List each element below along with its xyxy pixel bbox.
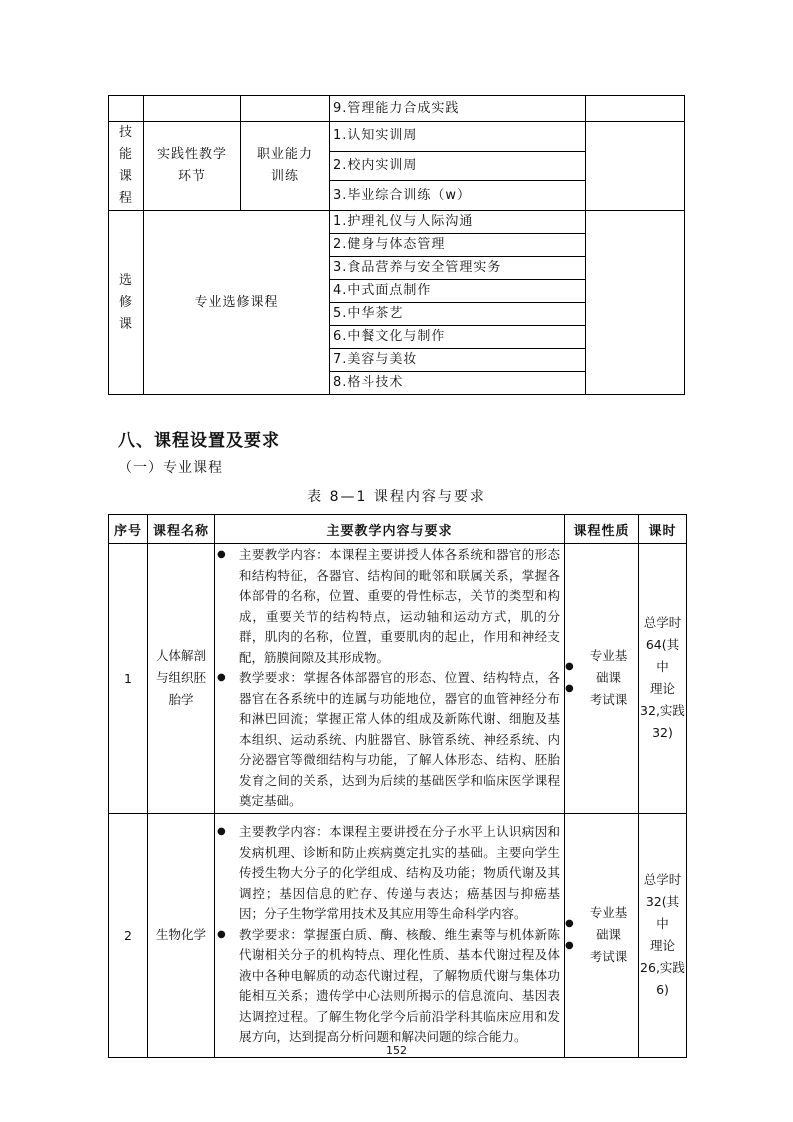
table-row [109, 122, 685, 152]
list-item: 4.中式面点制作 [330, 280, 586, 303]
table-row [109, 211, 685, 234]
section-heading: 八、课程设置及要求 [118, 431, 280, 451]
category-elective: 选 修 课 [109, 211, 144, 395]
course-content [215, 813, 565, 1057]
table-row [109, 96, 685, 122]
teaching-requirement: 教学要求：掌握各体部器官的形态、位置、结构特点，各器官在各系统中的连属与功能地位，器官的血管神经分布和淋巴回流；掌握正常人体的组成及新陈代谢、细胞及基本组织、运动系统、内脏器官、脉管系统、神经系统、内分泌器官等微细结构与功能，了解人体形态、结构、胚胎发育之间的关系，达到为后续的基础医学和临床医学课程奠定基础。 [239, 670, 560, 808]
teaching-requirement: 教学要求：掌握蛋白质、酶、核酸、维生素等与机体新陈代谢相关分子的机构特点、理化性质、基本代谢过程及体液中各种电解质的动态代谢过程，了解物质代谢与集体功能相互关系；遗传学中心法则所揭示的信息流向、基因表达调控过程。了解生物化学今后前沿学科其临床应用和发展方向，达到提高分析问题和解决问题的综合能力。 [239, 926, 560, 1045]
list-item [217, 822, 560, 925]
course-hours: 总学时 64(其中 理论 32,实践 32) [639, 544, 687, 814]
list-item: 2.校内实训周 [330, 151, 586, 181]
teaching-content: 主要教学内容：本课程主要讲授在分子水平上认识病因和发病机理、诊断和防止疾病奠定扎实的基础。主要向学生传授生物大分子的化学组成、结构及功能；物质代谢及其调控；基因信息的贮存、传递与表达；癌基因与抑癌基因；分子生物学常用技术及其应用等生命科学内容。 [239, 824, 560, 922]
course-hours: 总学时 32(其中 理论 26,实践 6) [639, 813, 687, 1057]
column-header: 课程性质 [565, 515, 639, 544]
course-nature: ● ● 专业基 础课 考试课 [565, 544, 639, 814]
list-item: 1.护理礼仪与人际沟通 [330, 211, 586, 234]
list-item: 8.格斗技术 [330, 372, 586, 395]
list-item: 3.食品营养与安全管理实务 [330, 257, 586, 280]
table-header-row [109, 515, 687, 544]
bullet-icon: ● [565, 940, 574, 951]
page-number: 152 [386, 1044, 407, 1057]
list-item: 9.管理能力合成实践 [330, 96, 586, 122]
curriculum-structure-table [108, 95, 685, 395]
list-item: 6.中餐文化与制作 [330, 326, 586, 349]
bullet-icon: ● [217, 549, 226, 560]
list-item: 3.毕业综合训练（w） [330, 181, 586, 211]
table-row [109, 544, 687, 814]
course-nature: ● ● 专业基 础课 考试课 [565, 813, 639, 1057]
bullet-icon: ● [217, 672, 226, 683]
course-content [215, 544, 565, 814]
table-row [109, 813, 687, 1057]
category-skill-course: 技 能 课 程 [109, 122, 144, 211]
teaching-content: 主要教学内容：本课程主要讲授人体各系统和器官的形态和结构特征，各器官、结构间的毗邻和联属关系，掌握各体部骨的名称，位置、重要的骨性标志，关节的类型和构成，重要关节的结构特点，运动轴和运动方式，肌的分群，肌肉的名称，位置，重要肌肉的起止，作用和神经支配，筋膜间隙及其形成物。 [239, 547, 560, 665]
column-header: 课程名称 [148, 515, 215, 544]
vocational-training-cell: 职业能力 训练 [241, 122, 330, 211]
table-caption: 表 8—1 课程内容与要求 [307, 489, 486, 505]
list-item [217, 925, 560, 1048]
column-header: 课时 [639, 515, 687, 544]
bullet-icon: ● [217, 826, 226, 838]
course-content-table [108, 514, 687, 1058]
bullet-icon: ● [565, 918, 574, 929]
list-item: 1.认知实训周 [330, 122, 586, 152]
list-item: 7.美容与美妆 [330, 349, 586, 372]
list-item [217, 668, 560, 812]
list-item [217, 545, 560, 668]
practice-teaching-cell: 实践性教学 环节 [144, 122, 241, 211]
column-header: 序号 [109, 515, 148, 544]
bullet-icon: ● [565, 661, 574, 673]
row-number: 2 [109, 813, 148, 1057]
subsection-heading: （一）专业课程 [118, 460, 223, 476]
bullet-icon: ● [565, 683, 574, 695]
column-header: 主要教学内容与要求 [215, 515, 565, 544]
course-name: 生物化学 [148, 813, 215, 1057]
course-name: 人体解剖 与组织胚 胎学 [148, 544, 215, 814]
elective-type-cell: 专业选修课程 [144, 211, 330, 395]
row-number: 1 [109, 544, 148, 814]
list-item: 2.健身与体态管理 [330, 234, 586, 257]
list-item: 5.中华茶艺 [330, 303, 586, 326]
bullet-icon: ● [217, 928, 226, 940]
